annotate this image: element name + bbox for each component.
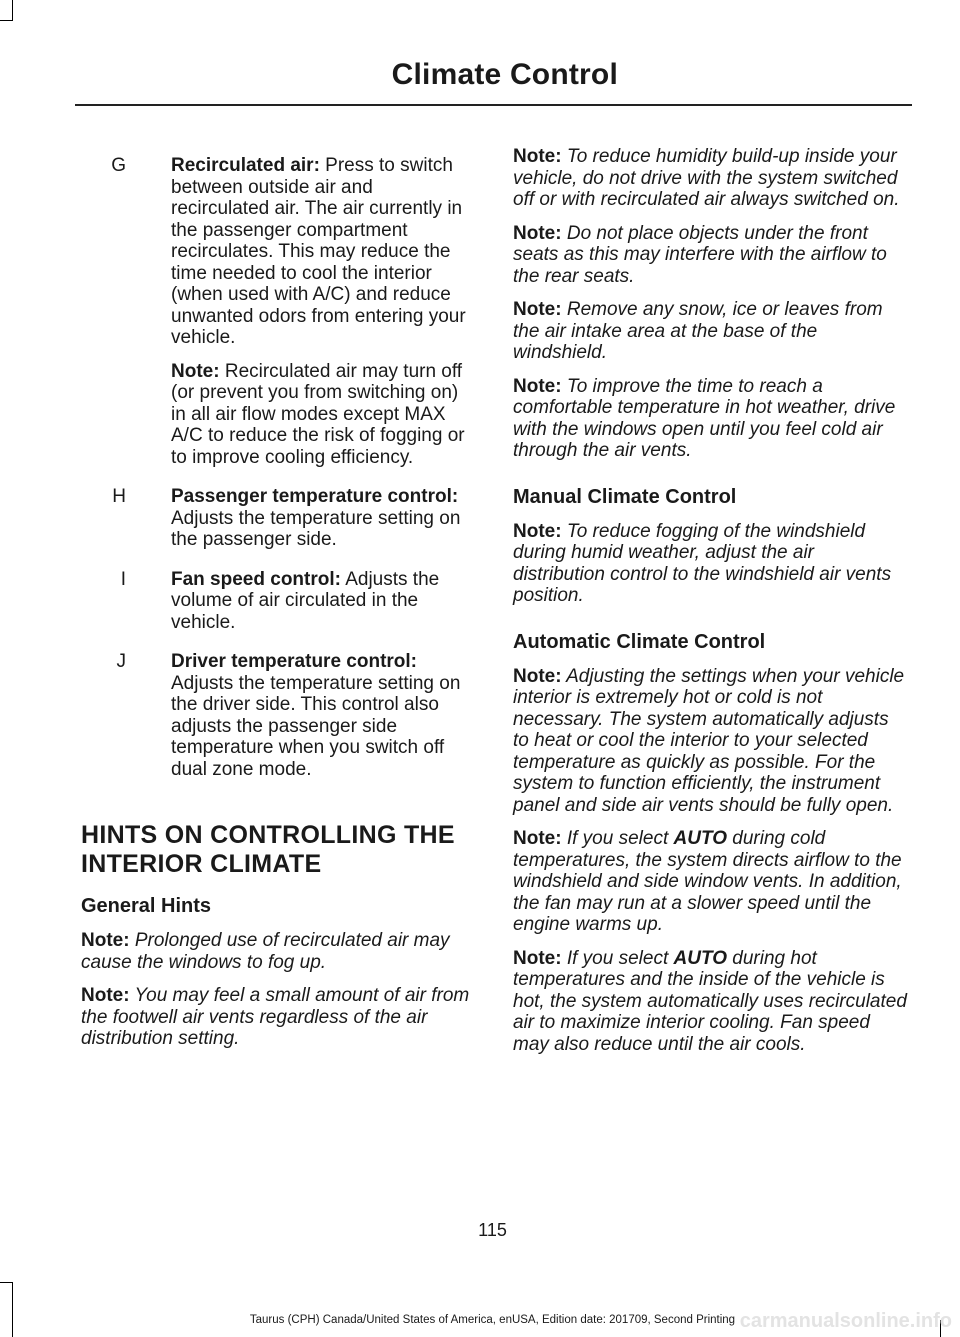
definition-text: Press to switch between outside air and recirculated air. The air currently in the passenger compartment recirculates. This may reduce the time needed to cool the interior (when used with A/C) and reduce unwanted odors from entering your vehicle. (171, 155, 466, 348)
note (513, 948, 908, 1056)
note-label: Note: (171, 360, 220, 382)
note (513, 666, 908, 817)
note-label: Note: (513, 947, 562, 969)
control-definition-j (81, 651, 473, 780)
section-heading-line: HINTS ON CONTROLLING THE (81, 821, 455, 849)
note-label: Note: (513, 146, 562, 167)
crop-mark (12, 0, 13, 20)
watermark: carmanualsonline.info (739, 1310, 952, 1332)
note (513, 146, 908, 211)
paragraph (171, 486, 473, 551)
paragraph (171, 361, 473, 469)
subsection-heading: General Hints (81, 895, 212, 917)
control-description (171, 651, 473, 780)
note-label: Note: (513, 375, 562, 397)
control-key: H (112, 486, 126, 507)
note (513, 828, 908, 936)
note-text: Prolonged use of recirculated air may cause the windows to fog up. (81, 930, 450, 973)
page-title: Climate Control (391, 58, 618, 91)
control-key: G (111, 155, 126, 176)
control-definition-i (81, 569, 473, 634)
left-column (81, 155, 473, 1062)
mode-name: AUTO (673, 947, 727, 969)
note-text: If you select (561, 828, 674, 849)
note (513, 223, 908, 288)
crop-mark (0, 20, 13, 21)
term: Recirculated air: (171, 155, 320, 176)
note-text: Remove any snow, ice or leaves from the air intake area at the base of the windshield. (513, 299, 883, 363)
definition-text: Adjusts the volume of air circulated in the vehicle. (171, 568, 440, 633)
control-definition-h (81, 486, 473, 551)
control-description (171, 569, 473, 634)
note-text: Adjusting the settings when your vehicle interior is extremely hot or cold is not necessary. The system automatically adjusts to heat or cool the interior to your selected temperature as quickly as possible. For the system to function efficiently, the instrument panel and side air vents should be fully open. (513, 665, 905, 816)
note (513, 376, 908, 462)
edition-info: Taurus (CPH) Canada/United States of America, enUSA, Edition date: 201709, Second Printing (249, 1314, 736, 1326)
control-definition-g (81, 155, 473, 468)
section-heading (81, 821, 473, 879)
control-key: I (120, 568, 126, 590)
note-label: Note: (81, 930, 130, 951)
section-heading-line: INTERIOR CLIMATE (81, 850, 322, 878)
paragraph (171, 569, 473, 634)
note-label: Note: (81, 985, 130, 1006)
note-text: To reduce fogging of the windshield during humid weather, adjust the air distribution control to the windshield air vents position. (513, 520, 892, 606)
note-text: You may feel a small amount of air from the footwell air vents regardless of the air distribution setting. (81, 985, 470, 1049)
term: Fan speed control: (171, 568, 341, 590)
subsection-heading: Automatic Climate Control (513, 630, 766, 653)
subsection-heading: Manual Climate Control (513, 485, 737, 508)
crop-mark (0, 1282, 13, 1283)
control-key: J (116, 651, 126, 672)
note-text: To reduce humidity build-up inside your vehicle, do not drive with the system switched off or with recirculated air always switched on. (513, 146, 900, 210)
note-label: Note: (513, 520, 562, 542)
note-label: Note: (513, 665, 562, 687)
note-text: Do not place objects under the front seats as this may interfere with the airflow to the rear seats. (513, 222, 887, 287)
note (513, 299, 908, 364)
note-text: Recirculated air may turn off (or prevent you from switching on) in all air flow modes except MAX A/C to reduce the risk of fogging or to improve cooling efficiency. (171, 360, 465, 468)
note-text: To improve the time to reach a comfortable temperature in hot weather, drive with the windows open until you feel cold air through the air vents. (513, 375, 896, 461)
header-rule (75, 104, 912, 106)
note-text: during hot temperatures and the inside of the vehicle is hot, the system automatically uses recirculated air to maximize interior cooling. Fan speed may also reduce until the air cools. (513, 947, 907, 1055)
paragraph (171, 155, 473, 349)
control-description (171, 155, 473, 468)
term: Driver temperature control: (171, 651, 418, 672)
paragraph (171, 651, 473, 780)
definition-text: Adjusts the temperature setting on the driver side. This control also adjusts the passenger side temperature when you switch off dual zone mode. (171, 672, 461, 780)
term: Passenger temperature control: (171, 486, 459, 507)
right-column (513, 146, 908, 1067)
page-number: 115 (478, 1220, 507, 1240)
crop-mark (12, 1282, 13, 1337)
note-label: Note: (513, 828, 562, 849)
mode-name: AUTO (673, 828, 727, 849)
definition-text: Adjusts the temperature setting on the passenger side. (171, 507, 461, 550)
note-text: If you select (561, 947, 674, 969)
note (81, 985, 473, 1050)
note-text: during cold temperatures, the system directs airflow to the windshield and side window vents. In addition, the fan may run at a slower speed until the engine warms up. (513, 828, 902, 935)
note (513, 521, 908, 607)
control-description (171, 486, 473, 551)
note (81, 930, 473, 973)
note-label: Note: (513, 222, 562, 244)
note-label: Note: (513, 299, 562, 320)
